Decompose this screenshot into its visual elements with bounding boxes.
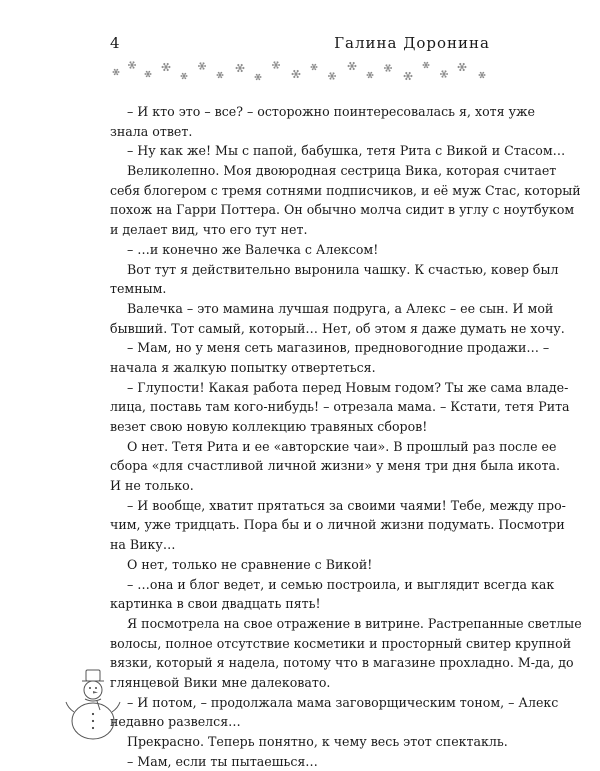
text-line: Я посмотрела на свое отражение в витрине. Растрепанные светлые <box>110 614 491 634</box>
text-line: Великолепно. Моя двоюродная сестрица Вика, которая считает <box>110 161 491 181</box>
text-line: – Глупости! Какая работа перед Новым годом? Ты же сама владе- <box>110 378 491 398</box>
snowflake-icon <box>128 62 136 69</box>
snowflake-icon <box>145 71 152 77</box>
text-line: – Ну как же! Мы с папой, бабушка, тетя Рита с Викой и Стасом… <box>110 141 491 161</box>
snowflake-icon <box>384 65 392 72</box>
page-number: 4 <box>110 34 120 52</box>
snowflake-icon <box>236 64 245 72</box>
snowflake-icon <box>440 71 448 78</box>
snowflake-icon <box>311 64 318 70</box>
text-line: лица, поставь там кого-нибудь! – отрезала мама. – Кстати, тетя Рита <box>110 397 491 417</box>
snowflake-icon <box>181 73 188 79</box>
text-line: И не только. <box>110 476 491 496</box>
snowflake-icon <box>272 62 280 69</box>
text-line: темным. <box>110 279 491 299</box>
text-line: О нет, только не сравнение с Викой! <box>110 555 491 575</box>
text-line: знала ответ. <box>110 122 491 142</box>
text-line: – …она и блог ведет, и семью построила, и выглядит всегда как <box>110 575 491 595</box>
snowflake-icon <box>479 72 486 78</box>
text-line: чим, уже тридцать. Пора бы и о личной жизни подумать. Посмотри <box>110 515 491 535</box>
body-text <box>110 102 491 771</box>
text-line: – Мам, но у меня сеть магазинов, предновогодние продажи… – <box>110 338 491 358</box>
snowflake-icon <box>423 62 430 68</box>
text-line: – И потом, – продолжала мама заговорщическим тоном, – Алекс <box>110 693 491 713</box>
text-line: на Вику… <box>110 535 491 555</box>
snowflake-icon <box>404 72 413 80</box>
text-line: начала я жалкую попытку отвертеться. <box>110 358 491 378</box>
running-header-author: Галина Доронина <box>334 34 490 52</box>
snowflake-icon <box>348 62 357 70</box>
text-line: – …и конечно же Валечка с Алексом! <box>110 240 491 260</box>
text-line: сбора «для счастливой личной жизни» у меня три дня была икота. <box>110 456 491 476</box>
text-line: похож на Гарри Поттера. Он обычно молча сидит в углу с ноутбуком <box>110 200 491 220</box>
text-line: – И вообще, хватит прятаться за своими чаями! Тебе, между про- <box>110 496 491 516</box>
text-line: Прекрасно. Теперь понятно, к чему весь этот спектакль. <box>110 732 491 752</box>
text-line: О нет. Тетя Рита и ее «авторские чаи». В прошлый раз после ее <box>110 437 491 457</box>
snowflake-icon <box>162 63 171 71</box>
text-line: картинка в свои двадцать пять! <box>110 594 491 614</box>
text-line: Вот тут я действительно выронила чашку. К счастью, ковер был <box>110 260 491 280</box>
text-line: – Мам, если ты пытаешься… <box>110 752 491 771</box>
text-line: бывший. Тот самый, который… Нет, об этом я даже думать не хочу. <box>110 319 491 339</box>
snowflake-icon <box>113 69 120 75</box>
snowflake-icon <box>217 72 224 78</box>
snowflake-ornament <box>110 56 490 88</box>
snowflake-icon <box>328 73 336 80</box>
snowflake-icon <box>292 70 301 78</box>
snowman-icon <box>64 668 122 742</box>
text-line: Валечка – это мамина лучшая подруга, а Алекс – ее сын. И мой <box>110 299 491 319</box>
text-line: – И кто это – все? – осторожно поинтересовалась я, хотя уже <box>110 102 491 122</box>
text-line: везет свою новую коллекцию травяных сборов! <box>110 417 491 437</box>
snowflake-icon <box>198 63 206 70</box>
text-line: вязки, который я надела, потому что в магазине прохладно. М-да, до <box>110 653 491 673</box>
text-line: себя блогером с тремя сотнями подписчиков, и её муж Стас, который <box>110 181 491 201</box>
text-line: волосы, полное отсутствие косметики и просторный свитер крупной <box>110 634 491 654</box>
snowflake-icon <box>458 63 467 71</box>
snowflake-icon <box>367 72 374 78</box>
snowflake-icon <box>255 74 262 80</box>
text-line: и делает вид, что его тут нет. <box>110 220 491 240</box>
text-line: недавно развелся… <box>110 712 491 732</box>
text-line: глянцевой Вики мне далековато. <box>110 673 491 693</box>
